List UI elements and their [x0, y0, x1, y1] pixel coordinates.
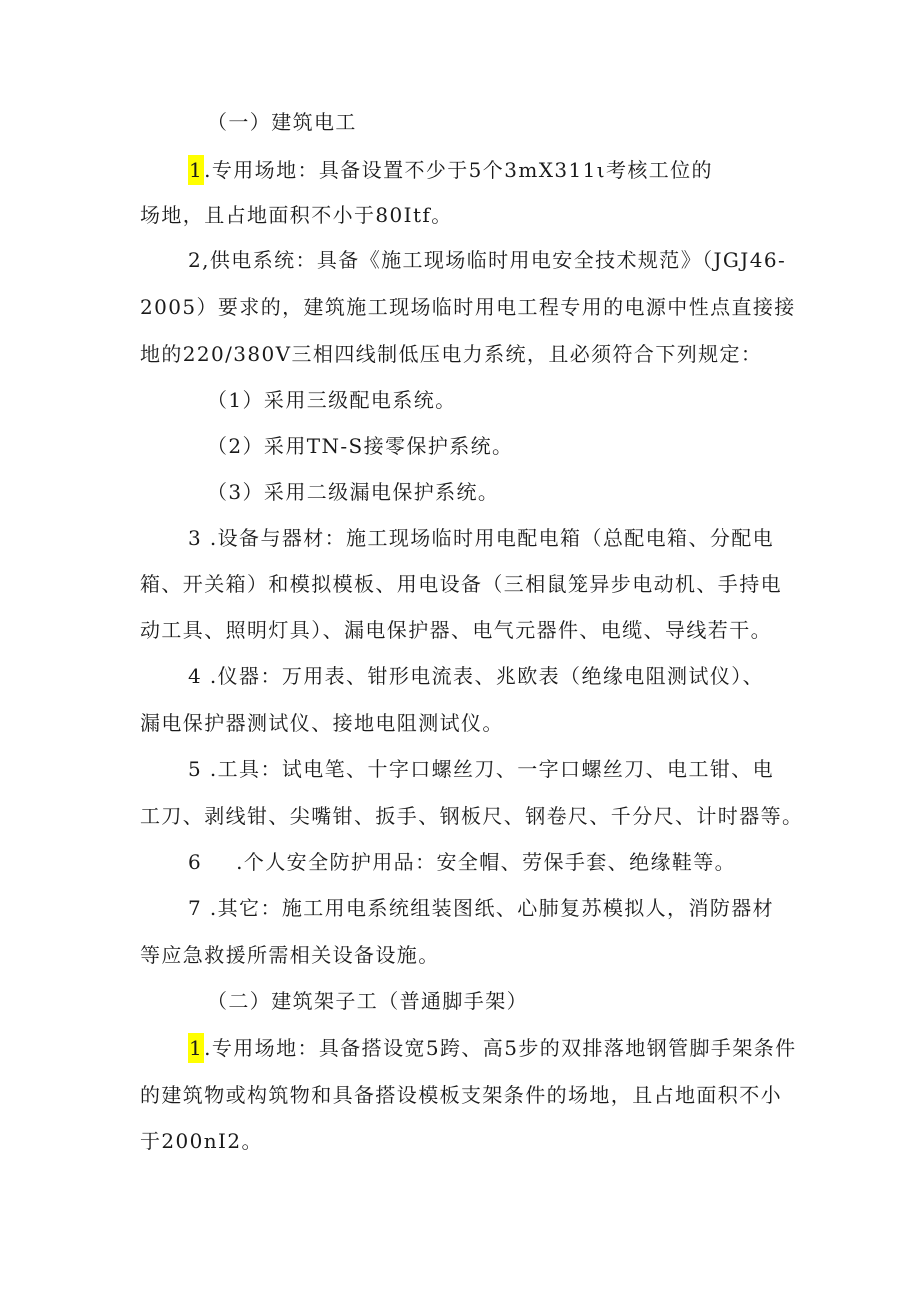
item-7-line-1: 7 .其它：施工用电系统组装图纸、心肺复苏模拟人，消防器材: [188, 896, 775, 920]
item-7-line-2: 等应急救援所需相关设备设施。: [140, 943, 440, 967]
sub-item-1: （1）采用三级配电系统。: [207, 388, 457, 412]
item-1-line-2: 场地，且占地面积不小于80Itf。: [140, 203, 453, 227]
item-5-line-2: 工刀、剥线钳、尖嘴钳、扳手、钢板尺、钢卷尺、千分尺、计时器等。: [140, 804, 804, 828]
section-heading-scaffolder: （二）建筑架子工（普通脚手架）: [207, 989, 528, 1013]
sub-item-2: （2）采用TN-S接零保护系统。: [207, 434, 514, 458]
item-1-line-1: 1.专用场地：具备设置不少于5个3mX311ι考核工位的: [188, 155, 713, 185]
item-2-line-3: 地的220/380V三相四线制低压电力系统，且必须符合下列规定：: [140, 342, 763, 366]
item-number-highlighted: 1: [188, 1033, 204, 1063]
item-6-line-1: 6 .个人安全防护用品：安全帽、劳保手套、绝缘鞋等。: [188, 850, 737, 874]
item-5-line-1: 5 .工具：试电笔、十字口螺丝刀、一字口螺丝刀、电工钳、电: [188, 757, 775, 781]
sub-item-3: （3）采用二级漏电保护系统。: [207, 480, 500, 504]
item-4-line-1: 4 .仪器：万用表、钳形电流表、兆欧表（绝缘电阻测试仪）、: [188, 664, 765, 688]
section-heading-electrician: （一）建筑电工: [207, 110, 357, 134]
item-2-line-1: 2,供电系统：具备《施工现场临时用电安全技术规范》（JGJ46-: [188, 248, 787, 272]
s2-item-1-line-2: 的建筑物或构筑物和具备搭设模板支架条件的场地，且占地面积不小: [140, 1083, 782, 1107]
item-3-line-3: 动工具、照明灯具）、漏电保护器、电气元器件、电缆、导线若干。: [140, 618, 772, 642]
item-2-line-2: 2005）要求的，建筑施工现场临时用电工程专用的电源中性点直接接: [140, 295, 796, 319]
item-3-line-2: 箱、开关箱）和模拟模板、用电设备（三相鼠笼异步电动机、手持电: [140, 572, 782, 596]
s2-item-1-line-3: 于200nI2。: [140, 1129, 263, 1153]
item-4-line-2: 漏电保护器测试仪、接地电阻测试仪。: [140, 711, 504, 735]
item-number-highlighted: 1: [188, 155, 204, 185]
item-3-line-1: 3 .设备与器材：施工现场临时用电配电箱（总配电箱、分配电: [188, 526, 775, 550]
s2-item-1-line-1: 1.专用场地：具备搭设宽5跨、高5步的双排落地钢管脚手架条件: [188, 1033, 797, 1063]
